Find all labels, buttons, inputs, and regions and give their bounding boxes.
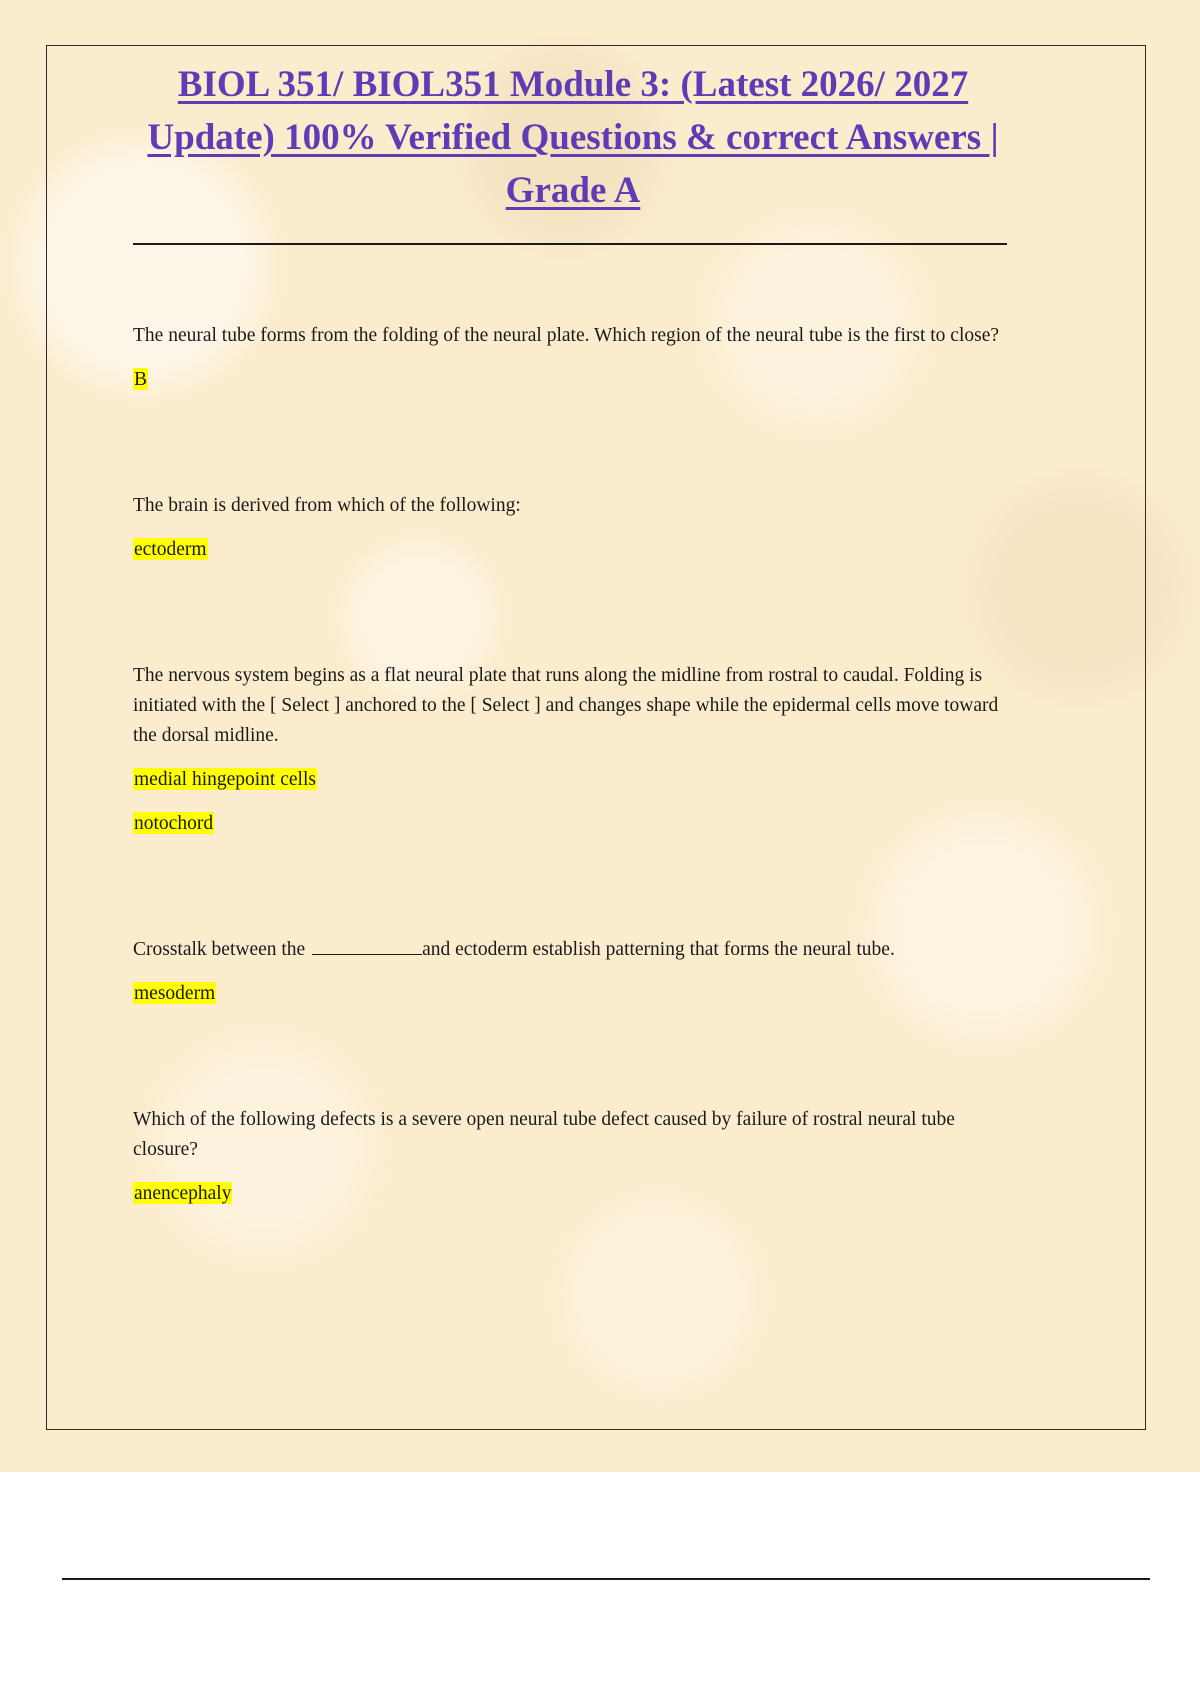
answer-line bbox=[133, 535, 1013, 565]
page-gap bbox=[0, 1472, 1200, 1700]
answer-line bbox=[133, 809, 1013, 839]
answer-highlight: B bbox=[134, 369, 148, 390]
qa-item-1 bbox=[133, 321, 1013, 395]
answer-highlight: anencephaly bbox=[134, 1183, 232, 1204]
qa-item-5 bbox=[133, 1105, 1013, 1209]
qa-item-4 bbox=[133, 935, 1013, 1009]
question-text: The nervous system begins as a flat neural plate that runs along the midline from rostral to caudal. Folding is initiated with the [ Select ] anchored to the [ Select ] and changes shape while the epidermal cells move toward the dorsal midline. bbox=[133, 665, 999, 746]
answer-highlight: ectoderm bbox=[134, 539, 207, 560]
question-text: Which of the following defects is a severe open neural tube defect caused by failure of rostral neural tube closure? bbox=[133, 1109, 955, 1160]
question-text: The neural tube forms from the folding of the neural plate. Which region of the neural tube is the first to close? bbox=[133, 325, 1000, 346]
spacer bbox=[133, 245, 1013, 321]
answer-highlight: medial hingepoint cells bbox=[134, 769, 316, 790]
question-text-after-blank: and ectoderm establish patterning that forms the neural tube. bbox=[422, 939, 895, 960]
document-content bbox=[133, 58, 1013, 1209]
question-text bbox=[133, 935, 1013, 965]
question-text: The brain is derived from which of the following: bbox=[133, 495, 521, 516]
spacer bbox=[133, 839, 1013, 935]
answer-line bbox=[133, 765, 1013, 795]
answer-line bbox=[133, 979, 1013, 1009]
spacer bbox=[133, 521, 1013, 535]
spacer bbox=[133, 751, 1013, 765]
spacer bbox=[133, 565, 1013, 661]
spacer bbox=[133, 965, 1013, 979]
qa-item-3 bbox=[133, 661, 1013, 839]
answer-line bbox=[133, 1179, 1013, 1209]
spacer bbox=[133, 395, 1013, 491]
answer-highlight: mesoderm bbox=[134, 983, 216, 1004]
spacer bbox=[133, 1009, 1013, 1105]
question-text-before-blank: Crosstalk between the bbox=[133, 939, 311, 960]
fill-in-blank bbox=[312, 937, 422, 955]
page-title: BIOL 351/ BIOL351 Module 3: (Latest 2026/ 2027 Update) 100% Verified Questions & correct Answers | Grade A bbox=[147, 64, 999, 211]
spacer bbox=[133, 1165, 1013, 1179]
spacer bbox=[133, 795, 1013, 809]
next-page-divider bbox=[62, 1578, 1150, 1580]
qa-item-2 bbox=[133, 491, 1013, 565]
answer-line bbox=[133, 365, 1013, 395]
answer-highlight: notochord bbox=[134, 813, 214, 834]
spacer bbox=[133, 351, 1013, 365]
